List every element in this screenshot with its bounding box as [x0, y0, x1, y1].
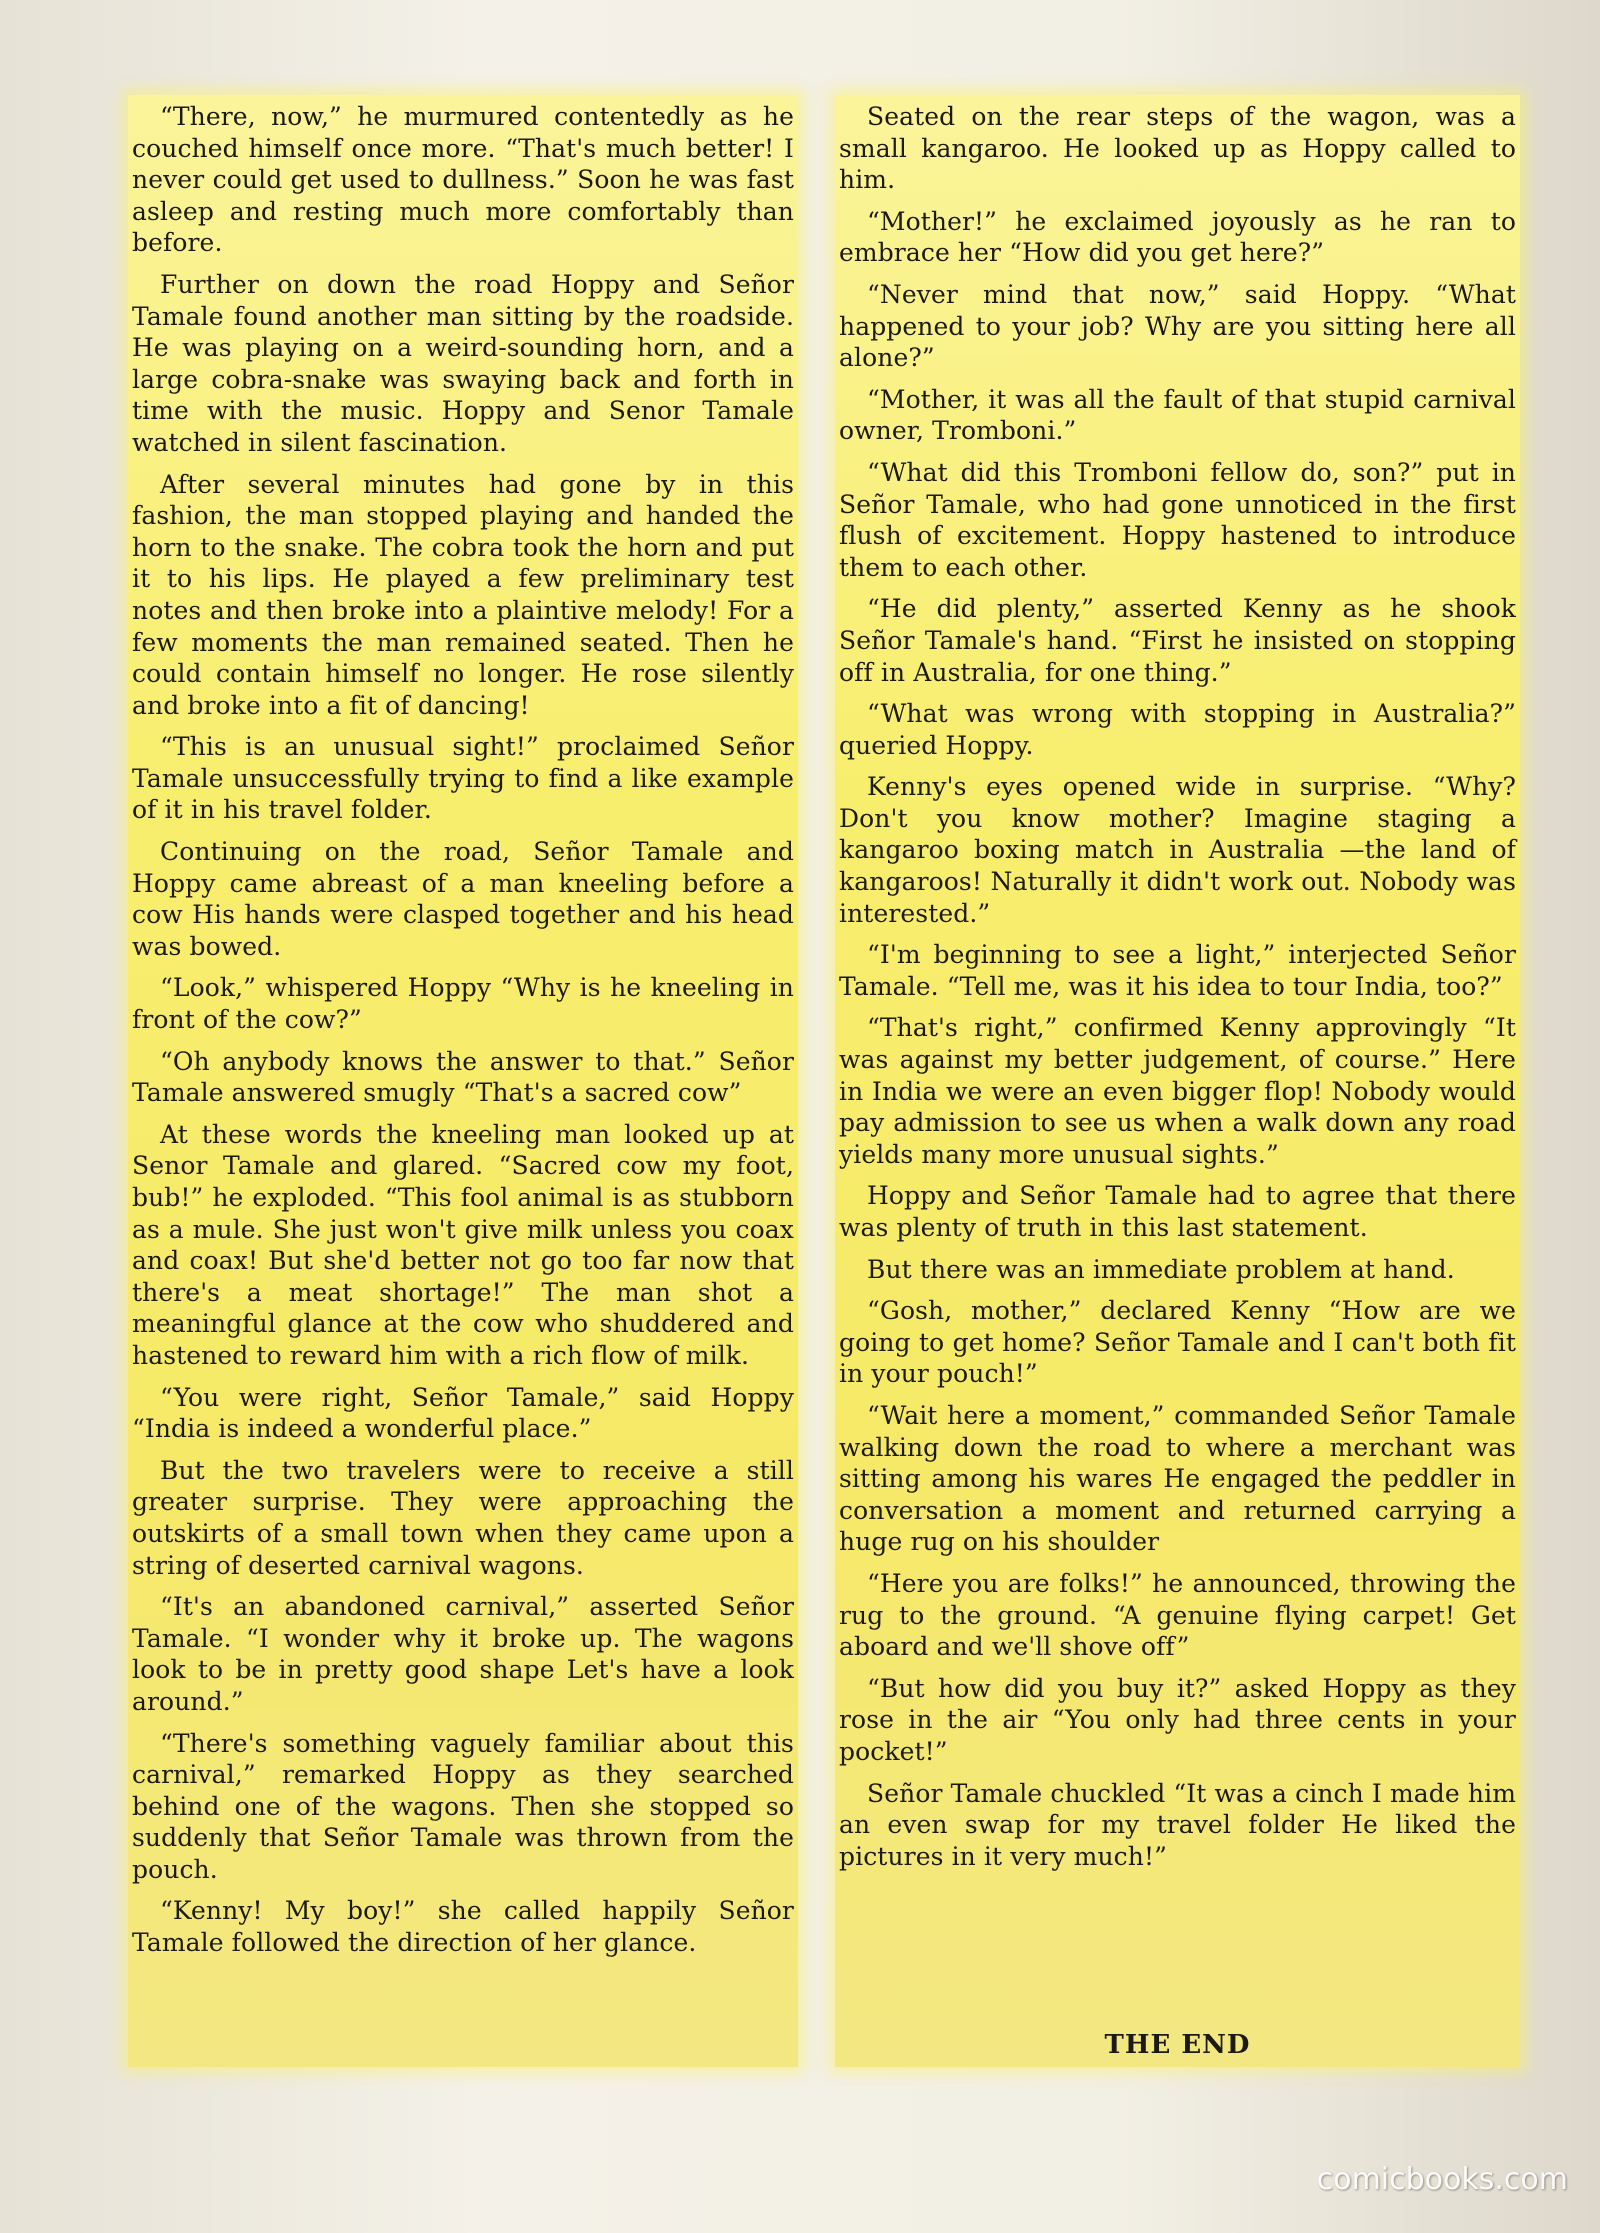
paragraph: “You were right, Señor Tamale,” said Hoppy “India is indeed a wonderful place.” — [132, 1382, 794, 1444]
paragraph: “But how did you buy it?” asked Hoppy as they rose in the air “You only had three cents in your pocket!” — [839, 1673, 1516, 1766]
paragraph: But the two travelers were to receive a still greater surprise. They were approaching the outskirts of a small town when they came upon a string of deserted carnival wagons. — [132, 1455, 794, 1580]
right-text-panel — [835, 95, 1520, 2067]
left-text-panel — [128, 95, 798, 2067]
paragraph: Seated on the rear steps of the wagon, was a small kangaroo. He looked up as Hoppy called to him. — [839, 102, 1516, 195]
the-end-caption: THE END — [1104, 2030, 1251, 2060]
watermark-text: comicbooks.com — [1316, 2162, 1568, 2197]
paragraph: “There, now,” he murmured contentedly as he couched himself once more. “That's much better! I never could get used to dullness.” Soon he was fast asleep and resting much more comfortably than before. — [132, 102, 794, 258]
paragraph: Hoppy and Señor Tamale had to agree that there was plenty of truth in this last statement. — [839, 1181, 1516, 1242]
paragraph: “Oh anybody knows the answer to that.” Señor Tamale answered smugly “That's a sacred cow” — [132, 1046, 794, 1108]
paragraph: “He did plenty,” asserted Kenny as he shook Señor Tamale's hand. “First he insisted on stopping off in Australia, for one thing.” — [839, 594, 1516, 687]
paragraph: “Kenny! My boy!” she called happily Señor Tamale followed the direction of her glance. — [132, 1896, 794, 1958]
paragraph: Kenny's eyes opened wide in surprise. “Why? Don't you know mother? Imagine staging a kangaroo boxing match in Australia —the land of kangaroos! Naturally it didn't work out. Nobody was interested.” — [839, 772, 1516, 928]
paragraph: “Gosh, mother,” declared Kenny “How are we going to get home? Señor Tamale and I can't both fit in your pouch!” — [839, 1296, 1516, 1389]
paragraph: “What was wrong with stopping in Australia?” queried Hoppy. — [839, 699, 1516, 760]
paragraph: “Never mind that now,” said Hoppy. “What happened to your job? Why are you sitting here all alone?” — [839, 279, 1516, 373]
paragraph: “Mother, it was all the fault of that stupid carnival owner, Tromboni.” — [839, 384, 1516, 446]
paragraph: “Wait here a moment,” commanded Señor Tamale walking down the road to where a merchant was sitting among his wares He engaged the peddler in conversation a moment and returned carrying a huge rug on his shoulder — [839, 1400, 1516, 1557]
paragraph: Señor Tamale chuckled “It was a cinch I made him an even swap for my travel folder He liked the pictures in it very much!” — [839, 1778, 1516, 1871]
paragraph: “It's an abandoned carnival,” asserted Señor Tamale. “I wonder why it broke up. The wagons look to be in pretty good shape Let's have a look around.” — [132, 1592, 794, 1716]
paragraph: “Mother!” he exclaimed joyously as he ran to embrace her “How did you get here?” — [839, 206, 1516, 268]
paragraph: “Here you are folks!” he announced, throwing the rug to the ground. “A genuine flying carpet! Get aboard and we'll shove off” — [839, 1568, 1516, 1662]
paragraph: “I'm beginning to see a light,” interjected Señor Tamale. “Tell me, was it his idea to tour India, too?” — [839, 940, 1516, 1001]
paragraph: “Look,” whispered Hoppy “Why is he kneeling in front of the cow?” — [132, 973, 794, 1035]
left-column-text — [128, 95, 798, 1969]
paragraph: After several minutes had gone by in this fashion, the man stopped playing and handed the horn to the snake. The cobra took the horn and put it to his lips. He played a few preliminary test notes and then broke into a plaintive melody! For a few moments the man remained seated. Then he could contain himself no longer. He rose silently and broke into a fit of dancing! — [132, 469, 794, 720]
paragraph: “What did this Tromboni fellow do, son?” put in Señor Tamale, who had gone unnoticed in the first flush of excitement. Hoppy hastened to introduce them to each other. — [839, 457, 1516, 582]
paragraph: Further on down the road Hoppy and Señor Tamale found another man sitting by the roadside. He was playing on a weird-sounding horn, and a large cobra-snake was swaying back and forth in time with the music. Hoppy and Senor Tamale watched in silent fascination. — [132, 269, 794, 457]
paragraph: “That's right,” confirmed Kenny approvingly “It was against my better judgement, of course.” Here in India we were an even bigger flop! Nobody would pay admission to see us when a walk down any road yields many more unusual sights.” — [839, 1013, 1516, 1169]
paragraph: “There's something vaguely familiar about this carnival,” remarked Hoppy as they searched behind one of the wagons. Then she stopped so suddenly that Señor Tamale was thrown from the pouch. — [132, 1728, 794, 1884]
paragraph: Continuing on the road, Señor Tamale and Hoppy came abreast of a man kneeling before a cow His hands were clasped together and his head was bowed. — [132, 837, 794, 961]
paragraph: “This is an unusual sight!” proclaimed Señor Tamale unsuccessfully trying to find a like example of it in his travel folder. — [132, 732, 794, 825]
right-column-text — [835, 95, 1520, 1882]
paragraph: At these words the kneeling man looked up at Senor Tamale and glared. “Sacred cow my foot, bub!” he exploded. “This fool animal is as stubborn as a mule. She just won't give milk unless you coax and coax! But she'd better not go too far now that there's a meat shortage!” The man shot a meaningful glance at the cow who shuddered and hastened to reward him with a rich flow of milk. — [132, 1119, 794, 1370]
paragraph: But there was an immediate problem at hand. — [867, 1254, 1455, 1284]
